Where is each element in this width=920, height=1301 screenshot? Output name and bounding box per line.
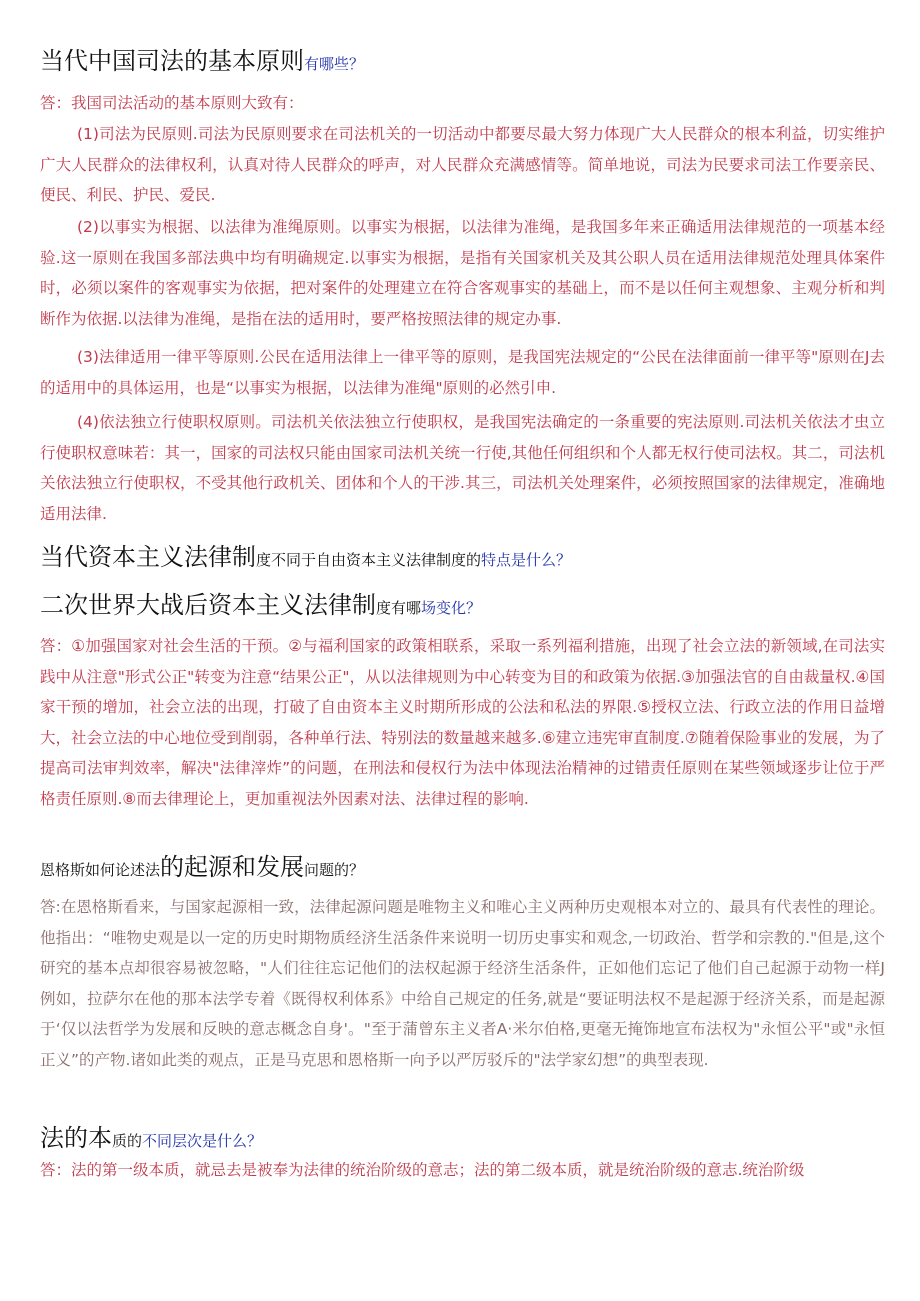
heading-suffix-text: 有哪些？ [304,55,365,73]
heading-middle-text: 度不同于自由资本主义法律制度的 [256,551,482,569]
heading-middle-text: 度有哪 [376,599,422,617]
answer-paragraph-essence: 答：法的第一级本质，就忌去是被奉为法律的统治阶级的意志；法的第二级本质，就是统治阶级的意志.统治阶级 [40,1161,805,1179]
question-heading-1 [40,47,364,76]
answer-paragraph-postwar: 答：①加强国家对社会生活的干预。②与福利国家的政策相联系，采取一系列福利措施，出现了社会立法的新领域,在司法实践中从注意"形式公正"转变为注意“结果公正"，从以法律规则为中心转变为目的和政策为依据.③加强法官的自由裁量权.④国家干预的增加，社会立法的出现，打破了自由资本主义时期所形成的公法和私法的界限.⑤授权立法、行政立法的作用日益增大，社会立法的中心地位受到削弱，各种单行法、特别法的数量越来越多.⑥建立违宪审直制度.⑦随着保险事业的发展，为了提高司法审判效率，解决"法律滓炸”的问题，在刑法和侵权行为法中体现法治精神的过错责任原则在某些领域逐步让位于严格责任原则.⑧而去律理论上，更加重视法外因素对法、法律过程的影响. [40,637,885,808]
heading-main-text: 法的本 [40,1124,112,1152]
heading-main-text: 当代资本主义法律制 [40,543,256,571]
heading-suffix-text: 特点是什么？ [481,551,572,569]
answer-paragraph-3: (3)法律适用一律平等原则.公民在适用法律上一律平等的原则，是我国宪法规定的“公民在法律面前一律平等"原则在J去的适用中的具体运用，也是“以事实为根据，以法律为准绳"原则的必然引申. [40,348,885,397]
heading-middle-text: 质的 [112,1132,143,1150]
question-heading-2 [40,543,571,572]
question-heading-5 [40,1124,262,1153]
heading-suffix-text: 问题的？ [304,861,365,879]
heading-prefix-text: 恩格斯如何论述法 [40,861,161,879]
answer-paragraph-1: (1)司法为民原则.司法为民原则要求在司法机关的一切活动中都要尽最大努力体现广大人民群众的根本利益，切实维护广大人民群众的法律权利，认真对待人民群众的呼声，对人民群众充满感情等。简单地说，司法为民要求司法工作要亲民、便民、利民、护民、爱民. [40,125,885,204]
heading-main-text: 当代中国司法的基本原则 [40,47,304,75]
answer-paragraph-2: (2)以事实为根据、以法律为准绳原则。以事实为根据，以法律为准绳，是我国多年来正确适用法律规范的一项基本经验.这一原则在我国多部法典中均有明确规定.以事实为根据，是指有关国家机关及其公职人员在适用法律规范处理具体案件时，必须以案件的客观事实为依据，把对案件的处理建立在符合客观事实的基础上，而不是以任何主观想象、主观分析和判断作为依据.以法律为准绳，是指在法的适用时，要严格按照法律的规定办事. [40,218,885,328]
answer-paragraph-engels: 答:在恩格斯看来，与国家起源相一致，法律起源问题是唯物主义和唯心主义两种历史观根本对立的、最具有代表性的理论。他指出：“唯物史观是以一定的历史时期物质经济生活条件来说明一切历史事实和观念,一切政治、哲学和宗教的."但是,这个研究的基本点却很容易被忽略，"人们往往忘记他们的法权起源于经济生活条件，正如他们忘记了他们自己起源于动物一样J例如，拉萨尔在他的那本法学专着《既得权利体系》中给自己规定的任务,就是“要证明法权不是起源于经济关系，而是起源于‘仅以法哲学为发展和反映的意志概念自身'。"至于蒲曾东主义者A·米尔伯格,更毫无掩饰地宣布法权为"永恒公平"或"永恒正义”的产物.诸如此类的观点，正是马克思和恩格斯一向予以严厉驳斥的"法学家幻想”的典型表现. [40,898,885,1069]
answer-intro: 答：我国司法活动的基本原则大致有： [40,94,304,112]
heading-main-text: 二次世界大战后资本主义法律制 [40,591,376,619]
heading-suffix-text: 不同层次是什么？ [142,1132,263,1150]
heading-suffix-text: 场变化？ [421,599,482,617]
question-heading-4 [40,853,364,882]
question-heading-3 [40,591,481,620]
heading-main-text: 的起源和发展 [160,853,305,881]
answer-paragraph-4: (4)依法独立行使职权原则。司法机关依法独立行使职权，是我国宪法确定的一条重要的宪法原则.司法机关依法才虫立行使职权意味若：其一，国家的司法权只能由国家司法机关统一行使,其他任何组织和个人都无权行使司法权。其二，司法机关依法独立行使职权，不受其他行政机关、团体和个人的干涉.其三，司法机关处理案件，必须按照国家的法律规定，准确地适用法律. [40,413,885,523]
